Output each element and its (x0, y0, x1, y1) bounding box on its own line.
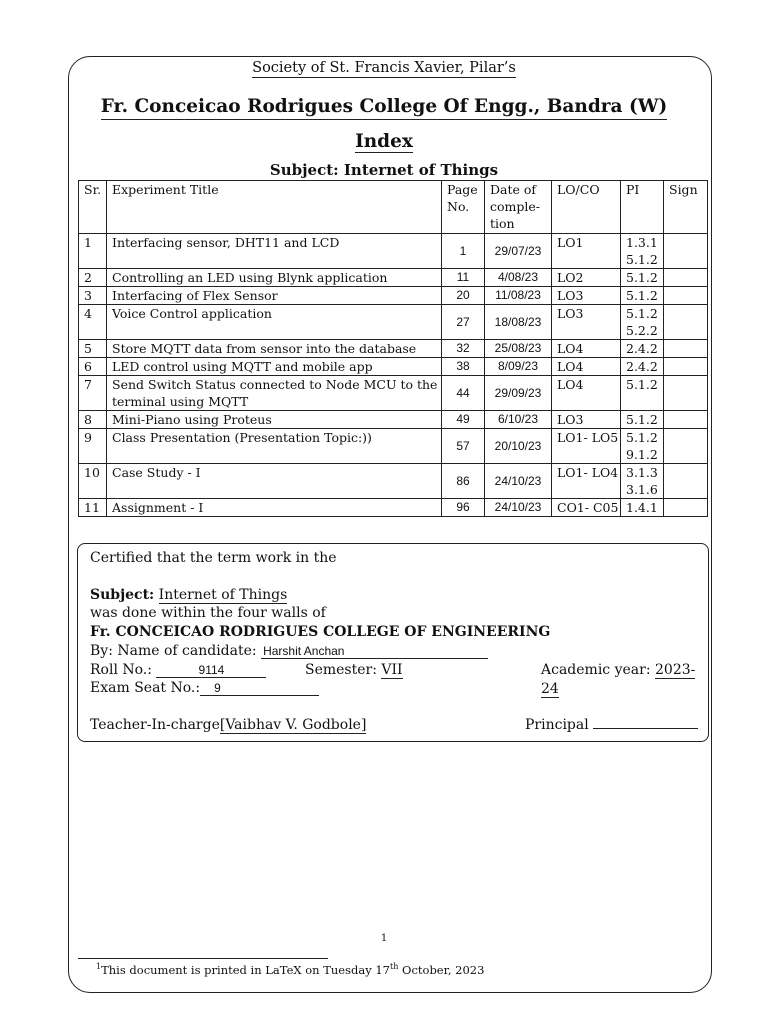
row-pi: 5.1.2 (621, 287, 664, 305)
seat-label: Exam Seat No.: (90, 680, 201, 696)
subject-label: Subject: (90, 587, 155, 603)
table-row (79, 287, 708, 305)
table-row (79, 340, 708, 358)
row-page: 11 (442, 269, 485, 287)
col-header-lo: LO/CO (552, 181, 621, 234)
row-sign (664, 234, 708, 269)
year-value: 2023-24 (541, 662, 696, 697)
row-date: 11/08/23 (485, 287, 552, 305)
row-title: LED control using MQTT and mobile app (107, 358, 442, 376)
row-title: Controlling an LED using Blynk application (107, 269, 442, 287)
row-sr: 3 (79, 287, 107, 305)
page-number: 1 (380, 933, 388, 944)
row-title: Assignment - I (107, 499, 442, 517)
row-sign (664, 411, 708, 429)
footnote-rule (78, 958, 328, 959)
year-line (541, 661, 708, 698)
footnote (96, 962, 484, 977)
row-lo: LO1- LO4 (552, 464, 621, 499)
row-pi: 5.1.2 (621, 376, 664, 411)
row-lo: LO2 (552, 269, 621, 287)
subject-heading: Subject: Internet of Things (269, 161, 499, 179)
row-date: 18/08/23 (485, 305, 552, 340)
row-date: 24/10/23 (485, 499, 552, 517)
candidate-line (90, 642, 488, 661)
footnote-mark: 1 (96, 962, 102, 971)
semester-value: VII (381, 662, 403, 678)
principal-label: Principal (525, 717, 589, 733)
row-date: 20/10/23 (485, 429, 552, 464)
year-label: Academic year: (541, 662, 651, 678)
candidate-label: By: Name of candidate: (90, 643, 257, 659)
row-sr: 2 (79, 269, 107, 287)
row-page: 1 (442, 234, 485, 269)
teacher-line (90, 716, 366, 735)
row-page: 38 (442, 358, 485, 376)
index-title: Index (355, 131, 413, 152)
footnote-text: This document is printed in LaTeX on Tuesday 17 (101, 962, 390, 977)
certified-line: Certified that the term work in the (90, 550, 337, 566)
row-sign (664, 429, 708, 464)
candidate-name: Harshit Anchan (261, 644, 488, 659)
row-title: Interfacing sensor, DHT11 and LCD (107, 234, 442, 269)
subject-value: Internet of Things (158, 587, 288, 603)
row-sr: 8 (79, 411, 107, 429)
row-lo: LO1- LO5 (552, 429, 621, 464)
row-pi: 2.4.2 (621, 358, 664, 376)
row-sr: 6 (79, 358, 107, 376)
index-table (78, 180, 708, 517)
seat-value: 9 (200, 681, 319, 696)
principal-signature-line (593, 728, 698, 729)
row-sign (664, 340, 708, 358)
table-row (79, 464, 708, 499)
row-date: 8/09/23 (485, 358, 552, 376)
table-row (79, 358, 708, 376)
row-date: 4/08/23 (485, 269, 552, 287)
row-title: Case Study - I (107, 464, 442, 499)
row-sr: 11 (79, 499, 107, 517)
row-title: Mini-Piano using Proteus (107, 411, 442, 429)
row-date: 29/09/23 (485, 376, 552, 411)
row-date: 6/10/23 (485, 411, 552, 429)
row-sr: 1 (79, 234, 107, 269)
roll-line (90, 661, 266, 680)
row-sign (664, 376, 708, 411)
row-date: 29/07/23 (485, 234, 552, 269)
row-pi: 5.1.2 9.1.2 (621, 429, 664, 464)
principal-line (525, 716, 698, 735)
row-sr: 5 (79, 340, 107, 358)
certificate-box (77, 543, 709, 742)
table-row (79, 499, 708, 517)
society-heading: Society of St. Francis Xavier, Pilar’s (252, 60, 516, 76)
row-date: 24/10/23 (485, 464, 552, 499)
table-row (79, 234, 708, 269)
footnote-sup: th (390, 962, 399, 971)
row-sign (664, 499, 708, 517)
col-header-pi: PI (621, 181, 664, 234)
seat-line (90, 679, 319, 698)
row-sr: 4 (79, 305, 107, 340)
col-header-page: Page No. (442, 181, 485, 234)
row-sr: 9 (79, 429, 107, 464)
row-pi: 5.1.2 5.2.2 (621, 305, 664, 340)
row-sr: 7 (79, 376, 107, 411)
roll-value: 9114 (156, 663, 266, 678)
semester-label: Semester: (305, 662, 377, 678)
row-page: 86 (442, 464, 485, 499)
row-lo: CO1- C05 (552, 499, 621, 517)
row-sign (664, 305, 708, 340)
row-sr: 10 (79, 464, 107, 499)
table-row (79, 429, 708, 464)
col-header-sr: Sr. (79, 181, 107, 234)
row-pi: 1.4.1 (621, 499, 664, 517)
row-page: 57 (442, 429, 485, 464)
row-date: 25/08/23 (485, 340, 552, 358)
row-pi: 5.1.2 (621, 411, 664, 429)
college-caps: Fr. CONCEICAO RODRIGUES COLLEGE OF ENGINEERING (90, 624, 551, 640)
row-page: 27 (442, 305, 485, 340)
row-lo: LO3 (552, 305, 621, 340)
row-title: Interfacing of Flex Sensor (107, 287, 442, 305)
row-lo: LO3 (552, 287, 621, 305)
row-page: 20 (442, 287, 485, 305)
row-sign (664, 269, 708, 287)
row-lo: LO4 (552, 376, 621, 411)
row-lo: LO4 (552, 340, 621, 358)
table-row (79, 305, 708, 340)
semester-line (305, 661, 403, 680)
row-lo: LO3 (552, 411, 621, 429)
row-lo: LO4 (552, 358, 621, 376)
row-page: 96 (442, 499, 485, 517)
row-page: 49 (442, 411, 485, 429)
footnote-tail: October, 2023 (398, 962, 485, 977)
row-sign (664, 287, 708, 305)
table-row (79, 376, 708, 411)
row-pi: 3.1.3 3.1.6 (621, 464, 664, 499)
row-page: 32 (442, 340, 485, 358)
row-pi: 5.1.2 (621, 269, 664, 287)
table-row (79, 411, 708, 429)
table-row (79, 269, 708, 287)
college-heading: Fr. Conceicao Rodrigues College Of Engg., Bandra (W) (0, 96, 768, 117)
row-pi: 1.3.1 5.1.2 (621, 234, 664, 269)
subject-line (90, 586, 287, 605)
within-line: was done within the four walls of (90, 605, 326, 621)
row-sign (664, 464, 708, 499)
row-title: Store MQTT data from sensor into the database (107, 340, 442, 358)
col-header-date: Date of comple- tion (485, 181, 552, 234)
teacher-label: Teacher-In-charge (90, 717, 220, 733)
col-header-sign: Sign (664, 181, 708, 234)
row-lo: LO1 (552, 234, 621, 269)
table-header-row (79, 181, 708, 234)
row-sign (664, 358, 708, 376)
row-title: Voice Control application (107, 305, 442, 340)
row-title: Class Presentation (Presentation Topic:)) (107, 429, 442, 464)
col-header-title: Experiment Title (107, 181, 442, 234)
row-pi: 2.4.2 (621, 340, 664, 358)
row-page: 44 (442, 376, 485, 411)
row-title: Send Switch Status connected to Node MCU to the terminal using MQTT (107, 376, 442, 411)
teacher-value: [Vaibhav V. Godbole] (219, 717, 367, 733)
roll-label: Roll No.: (90, 662, 152, 678)
